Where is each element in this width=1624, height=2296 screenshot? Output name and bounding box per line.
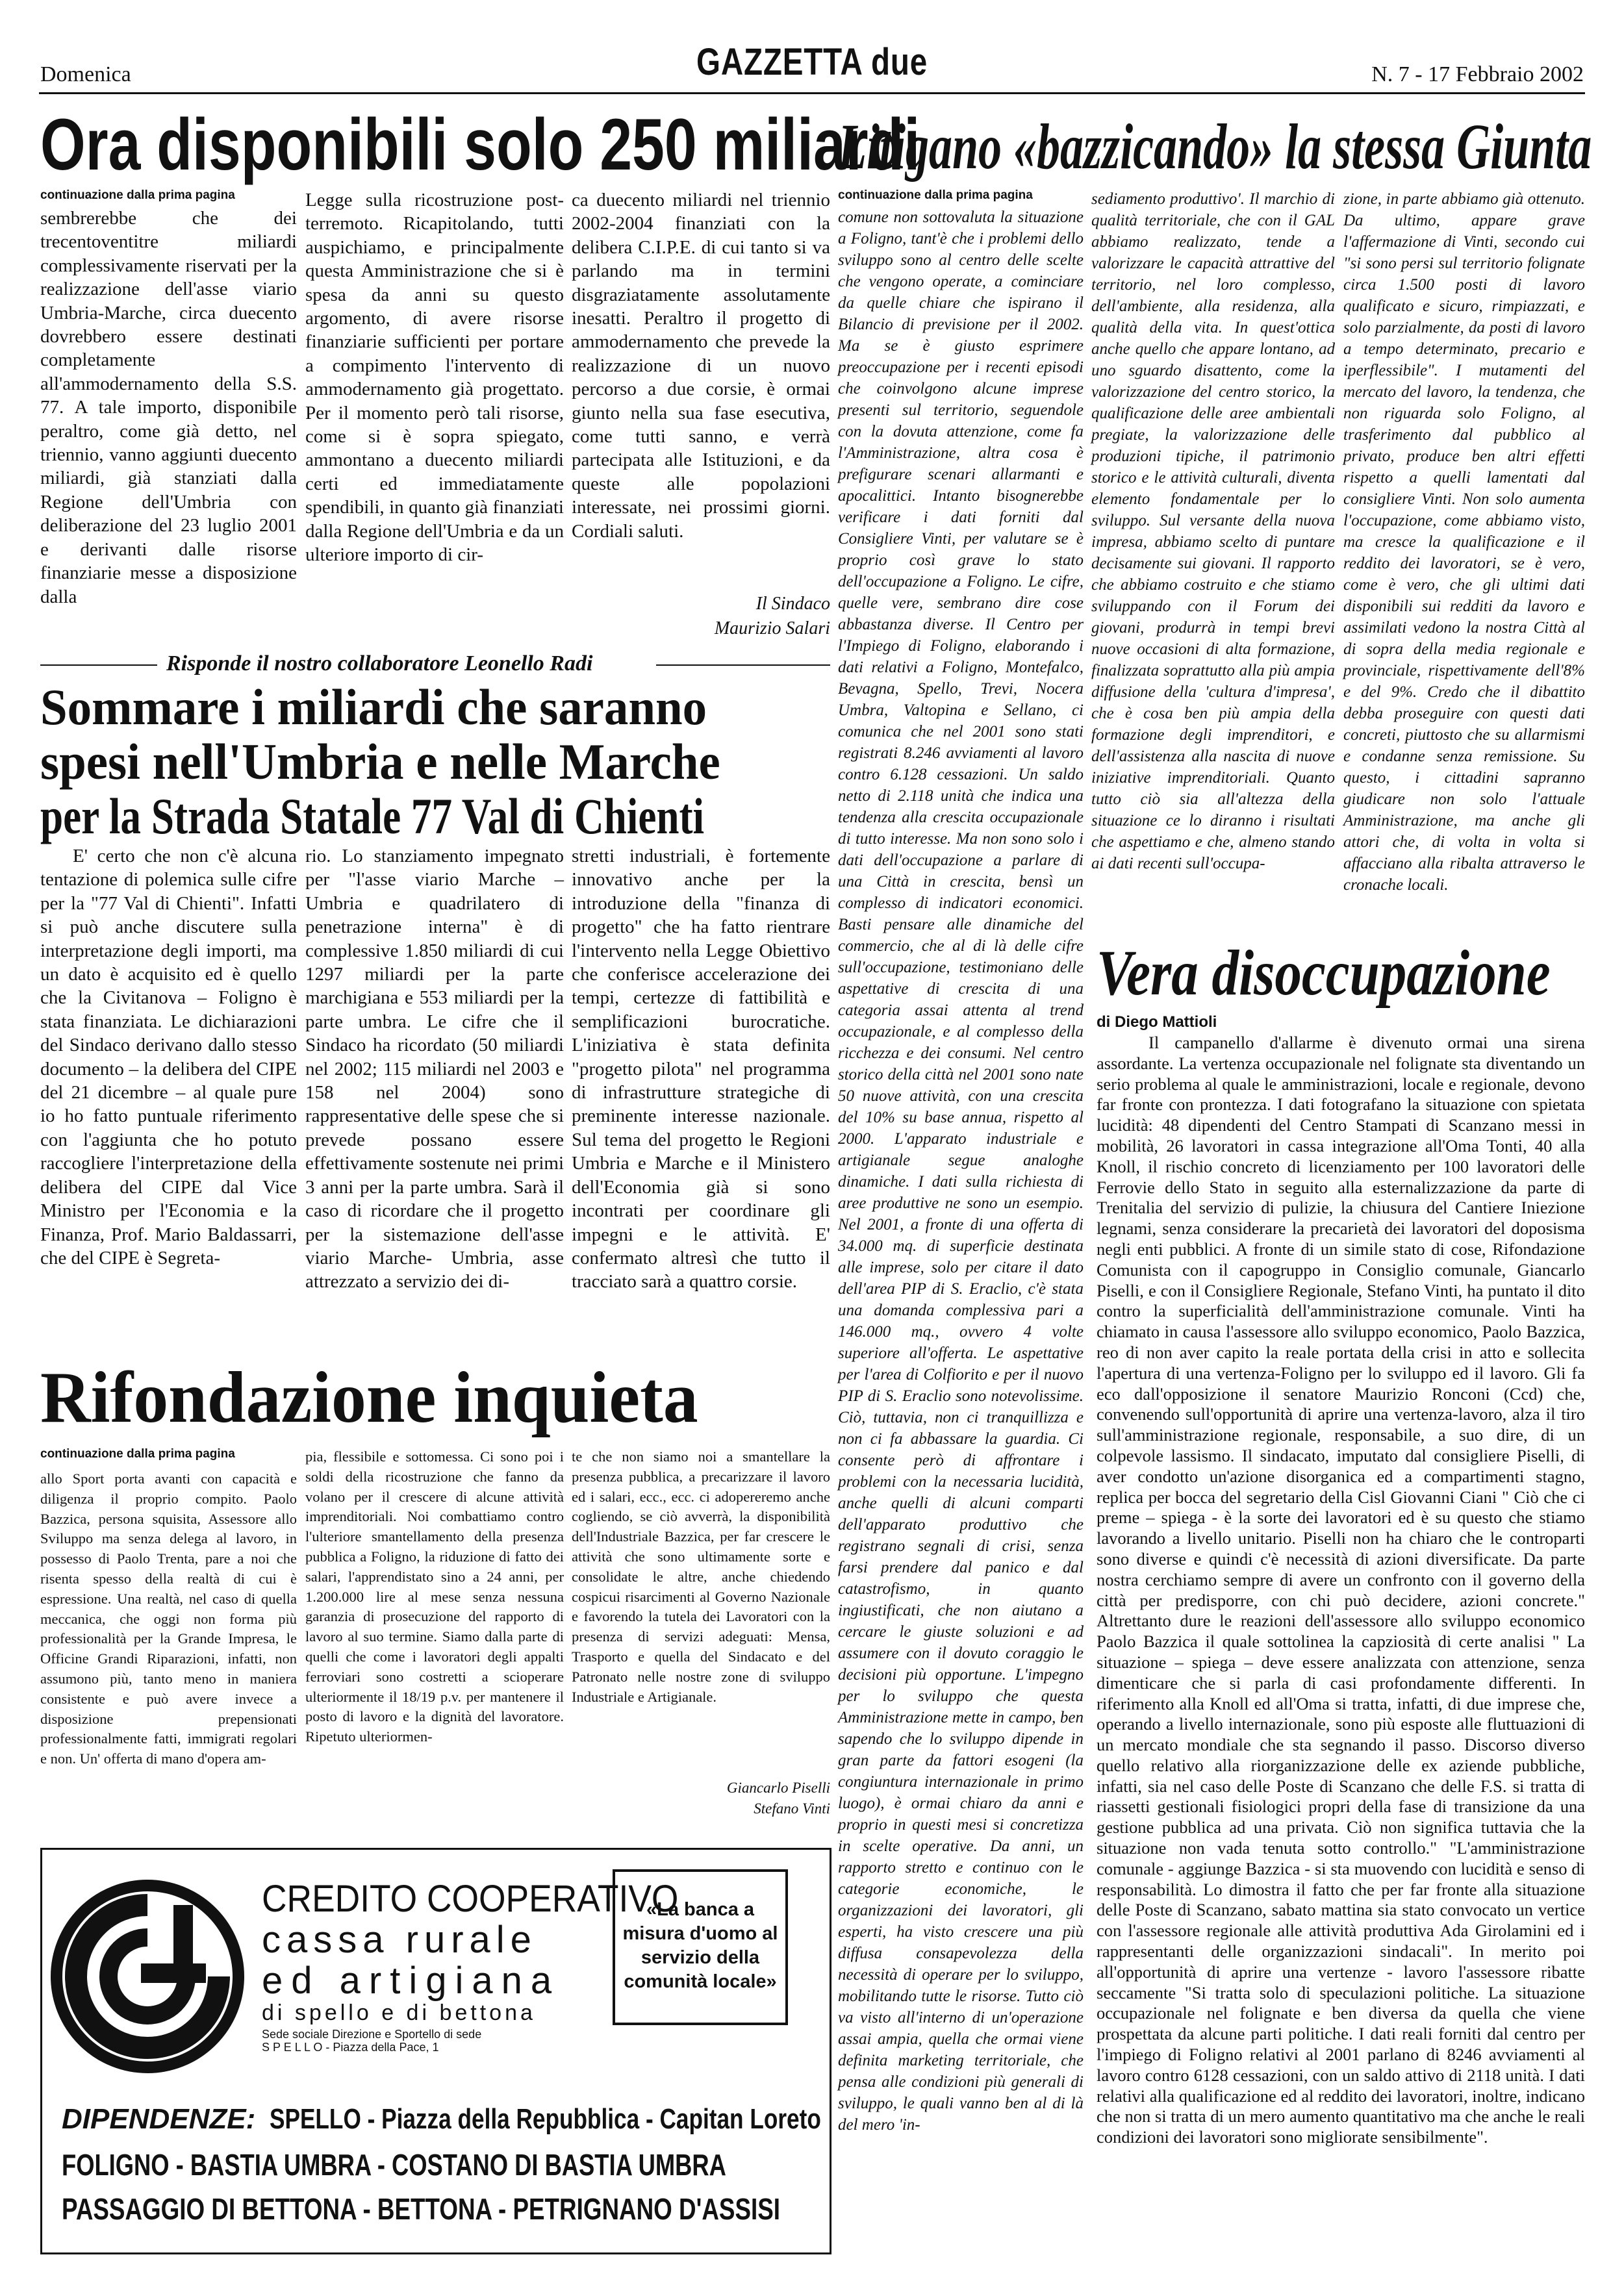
ad-line1: CREDITO COOPERATIVO: [262, 1878, 679, 1920]
article4-col3: zione, in parte abbiamo già ottenuto. Da ultimo, appare grave l'affermazione di Vinti, secondo cui "si sono persi sul territorio folignate circa 1.500 posti di lavoro qualificato e sicuro, rimpiazzati, e solo parzialmente, da posti di lavoro a tempo determinato, precario e iperflessibile". I mutamenti del mercato del lavoro, la tendenza, che non riguarda solo Foligno, al trasferimento dal pubblico al privato, produce ben altri effetti rispetto a quelli lamentati dal consigliere Vinti. Non solo aumenta l'occupazione, come abbiamo visto, ma cresce la qualificazione e il reddito dei lavoratori, se è vero, come è vero, che gli ultimi dati disponibili sui redditi da lavoro e assimilati vedono la nostra Città al di sopra della media regionale e provinciale, rispettivamente dell'8% e del 9%. Credo che il dibattito debba proseguire con questi dati concreti, piuttosto che su allarmismi e condanne senza remissione. Su questo, i cittadini sapranno giudicare non solo l'attuale Amministrazione, ma anche gli attori che, di volta in volta si affacciano alla ribalta attraverso le cronache locali.: [1343, 190, 1585, 894]
issue-date: N. 7 - 17 Febbraio 2002: [1371, 62, 1584, 86]
article1-col3: ca duecento miliardi nel triennio 2002-2004 finanziati con la delibera C.I.P.E. di cui tanto si va parlando ma in termini disgraziatamente assolutamente inesatti. Peraltro il progetto di ammodernamento che prevede la realizzazione di un nuovo percorso a due corsie, è ormai giunto nella sua fase esecutiva, come tutti sanno, e verrà partecipata alle Istituzioni, e da queste alle popolazioni interessate, nei prossimi giorni. Cordiali saluti.: [572, 190, 830, 542]
article3-headline: Rifondazione inquieta: [40, 1357, 698, 1438]
article3-col2: pia, flessibile e sottomessa. Ci sono poi i soldi della ricostruzione che fanno da volano per il crescere di alcune attività imprenditoriali. Noi combattiamo contro l'ulteriore smantellamento della presenza pubblica a Foligno, la riduzione di fatto dei salari, l'apprendistato sino a 24 anni, per 1.200.000 lire al mese senza nessuna garanzia di prosecuzione del rapporto di lavoro al suo termine. Siamo dalla parte di quelli che come i lavoratori degli appalti ferroviari sono costretti a scioperare ulteriormente il 18/19 p.v. per mantenere il posto di lavoro e la dignità del lavoratore. Ripetuto ulteriormen-: [305, 1448, 564, 1745]
bank-logo-icon: [50, 1879, 245, 2074]
masthead: GAZZETTA due: [696, 41, 928, 83]
article1-col2: Legge sulla ricostruzione post-terremoto. Ricapitolando, tutti auspichiamo, e principalmente questa Amministrazione che si è spesa da anni su questo argomento, di avere risorse finanziarie sufficienti per portare a compimento l'intervento di ammodernamento già progettato. Per il momento però tali risorse, come si è sopra spiegato, ammontano a duecento miliardi certi ed immediatamente spendibili, in quanto già finanziati dalla Regione dell'Umbria e da un ulteriore importo di cir-: [305, 190, 564, 566]
article3-sig2: Stefano Vinti: [754, 1800, 830, 1817]
ad-dependencies-line1: SPELLO - Piazza della Repubblica - Capitan Loreto: [270, 2103, 821, 2135]
article4-headline: Litigano «bazzicando» la stessa Giunta: [838, 110, 1592, 183]
article2-rule-right: [656, 664, 830, 666]
ad-dependencies-line3: PASSAGGIO DI BETTONA - BETTONA - PETRIGNANO D'ASSISI: [62, 2192, 781, 2226]
article2-rule-left: [40, 664, 157, 666]
article2-headline-2: spesi nell'Umbria e nelle Marche: [40, 733, 720, 790]
article4-kicker: continuazione dalla prima pagina: [838, 188, 1033, 202]
bank-advertisement: [40, 1848, 831, 2254]
bank-logo: [50, 1879, 245, 2074]
article5-headline: Vera disoccupazione: [1097, 937, 1551, 1009]
article3-sig1: Giancarlo Piselli: [726, 1780, 830, 1796]
header-rule: [39, 92, 1585, 94]
article2-col3: stretti industriali, è fortemente innovativo anche per la introduzione della "finanza di progetto" che ha fatto rientrare l'intervento nella Legge Obiettivo che conferisce accelerazione dei tempi, certezze di fattibilità e semplificazioni burocratiche. L'iniziativa è stata definita "progetto pilota" nel programma di infrastrutture strategiche di preminente interesse nazionale. Sul tema del progetto le Regioni Umbria e Marche e il Ministero dell'Economia già si sono incontrati per coordinare gli impegni e le attività. E' confermato altresì che tutto il tracciato sarà a quattro corsie.: [572, 846, 830, 1293]
ad-dependencies-label: DIPENDENZE:: [62, 2103, 256, 2135]
article3-kicker: continuazione dalla prima pagina: [40, 1447, 235, 1461]
article2-col1: E' certo che non c'è alcuna tentazione di polemica sulle cifre per la "77 Val di Chienti". Infatti si può anche discutere sulla interpretazione degli importi, ma un dato è acquisito ed è quello che la Civitanova – Foligno è stata finanziata. Le dichiarazioni del Sindaco derivano dallo stesso documento – la delibera del CIPE del 21 dicembre – al quale pure io ho fatto puntuale riferimento con l'aggiunta che ho potuto raccogliere l'interpretazione della delibera del CIPE dal Vice Ministro per l'Economia e la Finanza, Prof. Mario Baldassarri, che del CIPE è Segreta-: [40, 846, 297, 1268]
article2-col2: rio. Lo stanziamento impegnato per "l'asse viario Marche – Umbria e quadrilatero di penetrazione interna" è di complessive 1.850 miliardi di cui 1297 miliardi per la parte marchigiana e 553 miliardi per la parte umbra. Le cifre che il Sindaco ha ricordato (50 miliardi nel 2002; 115 miliardi nel 2003 e 158 nel 2004) sono rappresentative delle spese che si prevede possano essere effettivamente sostenute nei primi 3 anni per la parte umbra. Sarà il caso di ricordare che il progetto per la sistemazione dell'asse viario Marche- Umbria, asse attrezzato a servizio dei di-: [305, 846, 564, 1293]
ad-line3: ed artigiana: [262, 1960, 561, 2002]
ad-dependencies-line2: FOLIGNO - BASTIA UMBRA - COSTANO DI BASTIA UMBRA: [62, 2148, 726, 2182]
article5-body: Il campanello d'allarme è divenuto ormai una sirena assordante. La vertenza occupazionale nel folignate sta diventando un serio problema al quale le amministrazioni, locale e regionale, devono far fronte con prontezza. I dati fotografano la situazione con spietata lucidità: 48 dipendenti del Centro Stampati di Scanzano messi in mobilità, 26 lavoratori in cassa integrazione all'Oma Tonti, 40 alla Knoll, il rischio concreto di licenziamento per 100 lavoratori delle Ferrovie dello Stato in seguito alla esternalizzazione da parte di Trenitalia del servizio di pulizie, la chiusura del Cantiere Iniezione legnami, senza considerare la precarietà dei lavoratori del doposisma negli enti pubblici. A fronte di un simile stato di cose, Rifondazione Comunista con il capogruppo in Consiglio comunale, Giancarlo Piselli, e con il Consigliere Regionale, Stefano Vinti, ha puntato il dito contro la superficialità dell'amministrazione comunale. Vinti ha chiamato in causa l'assessore allo sviluppo economico, Paolo Bazzica, reo di non aver capito la reale portata della crisi in atto e sollecita l'apertura di una vertenza-Foligno per lo sviluppo ed il lavoro. Gli fa eco dall'opposizione il senatore Maurizio Ronconi (Ccd) che, convenendo sull'opportunità di aprire una vertenza-lavoro, alza il tiro sull'amministrazione regionale, responsabile, a suo dire, di un colpevole lassismo. Il sindacato, imputato dal consigliere Piselli, di aver condotto un'azione disorganica ed a compartimenti stagno, replica per bocca del segretario della Cisl Giovanni Ciani " Ciò che ci preme – spiega - è la sorte dei lavoratori ed è su questo che stiamo lavorando a livello unitario. Piselli non ha chiaro che le controparti sono diverse e quindi c'è necessità di azioni diversificate. Da parte nostra cerchiamo sempre di avere un confronto con il governo della città per predisporre, con chi può decidere, azioni concrete." Altrettanto dure le reazioni dell'assessore allo sviluppo economico Paolo Bazzica il quale sottolinea la capziosità di certe analisi " La situazione – spiega – deve essere analizzata con attenzione, senza dimenticare che si parla di casi profondamente differenti. In riferimento alla Knoll ed all'Oma si tratta, infatti, di due imprese che, operando a livello internazionale, sono più esposte alle fluttuazioni di un mercato mondiale che sta segnando il passo. Discorso diverso quello relativo alla riorganizzazione delle ex aziende pubbliche, infatti, sia nel caso delle Poste di Scanzano che delle F.S. si tratta di riassetti gestionali fisiologici propri della fase di transizione da una gestione pubblica ad una privata. Ciò non significa tuttavia che la situazione non vada tenuta sotto controllo." "L'amministrazione comunale - aggiunge Bazzica - si sta muovendo con lucidità e senso di responsabilità. Lo dimostra il fatto che per far fronte alla situazione delle Poste di Scanzano, sabato mattina sia stato convocato un vertice con l'assessore regionale alle attività produttiva Ada Girolamini ed i rappresentanti delle organizzazioni sindacali". In merito poi all'opportunità di aprire una vertenze - lavoro l'assessore ribatte seccamente "Si tratta solo di speculazioni politiche. La situazione occupazionale nel folignate e ben diversa da quella che viene prospettata da alcune parti politiche. I dati reali forniti dal centro per l'impiego di Foligno relativi al 2001 parlano di 8246 avviamenti al lavoro contro 6128 cessazioni, con un saldo attivo di 2118 unità. I dati relativi alla qualificazione ed al reddito dei lavoratori, inoltre, indicano che non si tratta di un mero aumento quantitativo ma che anche le reali condizioni dei lavoratori sono migliorate sensibilmente".: [1097, 1033, 1585, 2147]
article2-headline-1: Sommare i miliardi che saranno: [40, 679, 707, 735]
article1-kicker: continuazione dalla prima pagina: [40, 188, 235, 202]
article1-headline: Ora disponibili solo 250 miliardi: [40, 104, 920, 185]
article3-col1: allo Sport porta avanti con capacità e diligenza il proprio compito. Paolo Bazzica, persona squisita, Assessore allo Sviluppo ma senza delega al lavoro, in possesso di Paolo Trenta, pare a noi che risenta spesso della realtà di cui è espressione. Una realtà, nel caso di quella meccanica, che oggi non forma più professionalità per la Grande Impresa, le Officine Grandi Riparazioni, infatti, non assumono più, tanto meno in maniera consistente e può avere invece a disposizione prepensionati professionalmente fatti, immigrati regolari e non. Un' offerta di mano d'opera am-: [40, 1470, 297, 1767]
article4-col1: comune non sottovaluta la situazione a Foligno, tant'è che i problemi dello sviluppo sono al centro delle scelte che vengono operate, a cominciare da quelle chiare che ispirano il Bilancio di previsione per il 2002. Ma se è giusto esprimere preoccupazione per i recenti episodi che coinvolgono alcune imprese presenti sul territorio, seguendole con la dovuta attenzione, come fa l'Amministrazione, altra cosa è prefigurare scenari allarmanti e apocalittici. Intanto bisognerebbe verificare i dati forniti dal Consigliere Vinti, per valutare se è proprio così grave lo stato dell'occupazione a Foligno. Le cifre, quelle vere, sembrano dire cose abbastanza diverse. Il Centro per l'Impiego di Foligno, elaborando i dati relativi a Foligno, Montefalco, Bevagna, Spello, Trevi, Nocera Umbra, Valtopina e Sellano, ci comunica che nel 2001 sono stati registrati 8.246 avviamenti al lavoro contro 6.128 cessazioni. Un saldo netto di 2.118 unità che indica una tendenza alla crescita occupazionale di tutto interesse. Ma non sono solo i dati dell'occupazione a parlare di una Città in crescita, bensì un complesso di indicatori economici. Basti pensare alle dinamiche del commercio, che al di là delle cifre sull'occupazione, testimoniano delle aspettative di crescita di una categoria assai attenta al trend occupazionale, e al complesso della ricchezza e dei consumi. Nel centro storico della città nel 2001 sono nate 50 nuove attività, con una crescita del 10% su base annua, rispetto al 2000. L'apparato industriale e artigianale segue analoghe dinamiche. I dati sulla richiesta di aree produttive ne sono un esempio. Nel 2001, a fronte di una offerta di 34.000 mq. di superficie destinata alle imprese, solo per citare il dato dell'area PIP di S. Eraclio, c'è stata una domanda complessiva pari a 146.000 mq., ovvero 4 volte superiore all'offerta. Le aspettative per l'area di Colfiorito e per il nuovo PIP di S. Eraclio sono notevolissime. Ciò, tuttavia, non ci tranquillizza e non ci fa abbassare la guardia. Ci consente però di affrontare i problemi con la necessaria lucidità, anche quelli di alcuni comparti dell'apparato produttivo che registrano segnali di crisi, senza farsi prendere dal panico e dal catastrofismo, in quanto ingiustificati, che non aiutano a cercare le giuste soluzioni e ad assumere con il dovuto coraggio le decisioni più opportune. L'impegno per lo sviluppo che questa Amministrazione mette in campo, ben sapendo che lo sviluppo dipende in gran parte da fattori esogeni (la congiuntura internazionale in primo luogo), è ormai chiaro da anni e proprio in questi mesi si concretizza in scelte operative. Da anni, un rapporto stretto e continuo con le categorie economiche, le organizzazioni dei lavoratori, gli esperti, ha visto crescere una più diffusa consapevolezza della necessità di operare per lo sviluppo, mobilitando tutte le risorse. Tutto ciò va visto all'interno di un'operazione assai ampia, quella che ormai viene definita marketing territoriale, che pensa alle condizioni più generali di sviluppo, le quali vanno ben al di là del mero 'in-: [838, 208, 1084, 2134]
article2-kicker: Risponde il nostro collaboratore Leonello Radi: [166, 651, 593, 675]
ad-line6: S P E L L O - Piazza della Pace, 1: [262, 2041, 439, 2054]
article1-sig2: Maurizio Salari: [714, 618, 830, 638]
ad-line2: cassa rurale: [262, 1919, 537, 1961]
article3-col3: te che non siamo noi a smantellare la presenza pubblica, a precarizzare il lavoro ed i salari, ecc., ecc. ci adopereremo anche cogliendo, se ciò avverrà, la disponibilità dell'Industriale Bazzica, per far crescere le attività che sono ultimamente sorte e consolidate le altre, anche chiedendo cospicui risarcimenti al Governo Nazionale e favorendo la tutela dei Lavoratori con la presenza di servizi adeguati: Mensa, Trasporto e quella del Sindacato e del Patronato nelle nostre zone di sviluppo Industriale e Artigianale.: [572, 1448, 830, 1705]
article2-headline-3: per la Strada Statale 77 Val di Chienti: [40, 788, 705, 844]
ad-line5: Sede sociale Direzione e Sportello di sede: [262, 2028, 482, 2041]
article4-col2: sediamento produttivo'. Il marchio di qualità territoriale, che con il GAL abbiamo realizzato, tende a valorizzare le capacità attrattive del territorio, nel loro complesso, dell'ambiente, alla residenza, alla qualità della vita. In quest'ottica anche quello che appare lontano, ad uno sguardo disattento, come la valorizzazione del centro storico, la qualificazione delle aree ambientali pregiate, la valorizzazione delle produzioni tipiche, il patrimonio storico e le attività culturali, diventa elemento fondamentale per lo sviluppo. Sul versante della nuova impresa, abbiamo scelto di puntare decisamente sui giovani. Il rapporto che abbiamo costruito e che stiamo sviluppando con il Forum dei giovani, produrrà in tempi brevi nuove occasioni di alta formazione, finalizzata soprattutto alla più ampia diffusione della 'cultura d'impresa', che è cosa ben più ampia della formazione degli imprenditori, e dell'assistenza alla nascita di nuove iniziative imprenditoriali. Quanto tutto ciò sia all'altezza della situazione ce lo diranno i risultati che aspettiamo e che, almeno stando ai dati recenti sull'occupa-: [1091, 190, 1335, 872]
article5-byline: di Diego Mattioli: [1097, 1013, 1217, 1031]
header-day: Domenica: [40, 62, 131, 86]
article1-col1: sembrerebbe che dei trecentoventitre miliardi complessivamente riservati per la realizzazione dell'asse viario Umbria-Marche, circa duecento dovrebbero essere destinati completamente all'ammodernamento della S.S. 77. A tale importo, disponibile peraltro, come già detto, nel triennio, vanno aggiunti duecento miliardi, già stanziati dalla Regione dell'Umbria con deliberazione del 23 luglio 2001 e derivanti dalle risorse finanziarie messe a disposizione dalla: [40, 208, 297, 607]
ad-line4: di spello e di bettona: [262, 2000, 536, 2025]
ad-slogan: «La banca a misura d'uomo al servizio della comunità locale»: [613, 1869, 788, 2025]
article1-sig1: Il Sindaco: [755, 594, 830, 614]
